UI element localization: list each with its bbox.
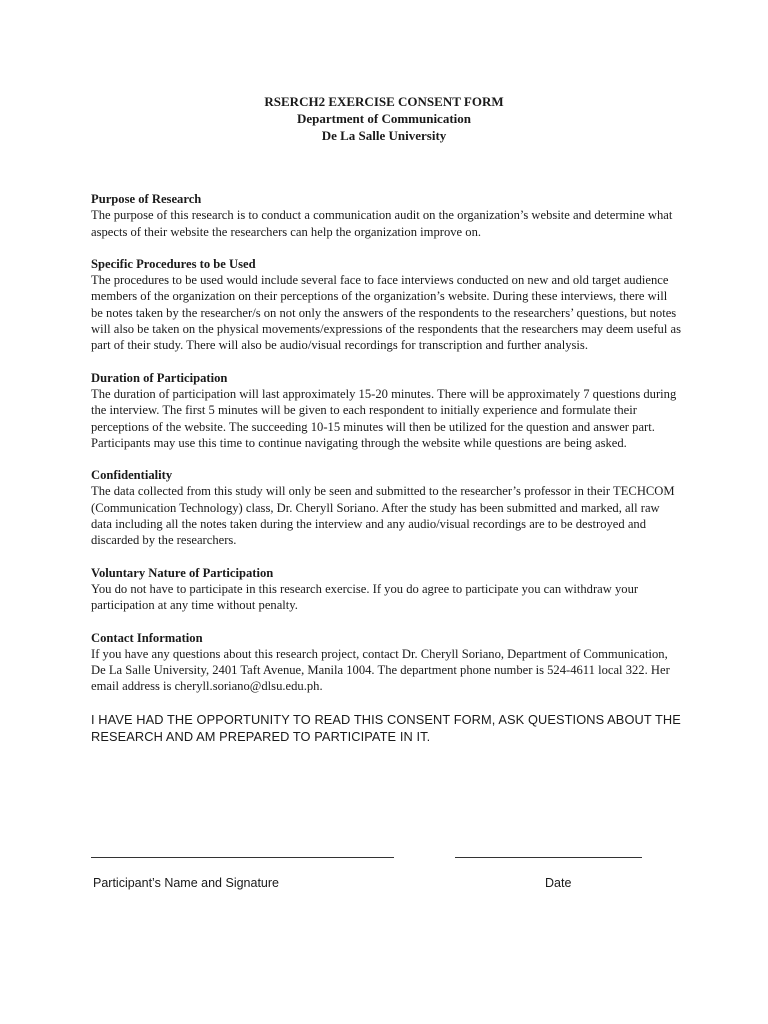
section-contact bbox=[91, 630, 681, 695]
university-name: De La Salle University bbox=[321, 128, 447, 143]
section-procedures bbox=[91, 256, 681, 354]
date-label: Date bbox=[545, 876, 572, 890]
section-purpose bbox=[91, 191, 681, 240]
form-title: RSERCH2 EXERCISE CONSENT FORM bbox=[264, 94, 504, 109]
section-heading: Duration of Participation bbox=[91, 370, 228, 385]
section-heading: Voluntary Nature of Participation bbox=[91, 565, 274, 580]
form-header bbox=[0, 93, 768, 144]
section-voluntary bbox=[91, 565, 681, 614]
section-heading: Confidentiality bbox=[91, 468, 173, 483]
section-text: The procedures to be used would include several face to face interviews conducted on new and old target audience members of the organization on their perceptions of the organization’s website. During these interviews, there will be notes taken by the researcher/s on not only the answers of the respondents to the researchers’ questions, but notes will also be taken on the physical movements/expressions of the respondents that the researchers may deem useful as part of their study. There will also be audio/visual recordings for transcription and further analysis. bbox=[91, 273, 681, 353]
section-heading: Purpose of Research bbox=[91, 192, 202, 206]
agreement-statement: I HAVE HAD THE OPPORTUNITY TO READ THIS CONSENT FORM, ASK QUESTIONS ABOUT THE RESEARCH AND AM PREPARED TO PARTICIPATE IN IT. bbox=[91, 711, 681, 744]
section-heading: Contact Information bbox=[91, 630, 203, 645]
name-signature-label: Participant’s Name and Signature bbox=[93, 876, 279, 890]
name-signature-line[interactable] bbox=[91, 857, 394, 858]
date-signature-line[interactable] bbox=[455, 857, 642, 858]
section-heading: Specific Procedures to be Used bbox=[91, 256, 256, 271]
section-duration bbox=[91, 370, 681, 451]
form-body bbox=[91, 191, 681, 745]
section-text: The data collected from this study will only be seen and submitted to the researcher’s professor in their TECHCOM (Communication Technology) class, Dr. Cheryll Soriano. After the study has been submitted and marked, all raw data including all the notes taken during the interview and any audio/visual recordings are to be destroyed and discarded by the researchers. bbox=[91, 484, 675, 548]
section-text: The purpose of this research is to conduct a communication audit on the organization’s website and determine what aspects of their website the researchers can help the organization improve on. bbox=[91, 208, 673, 239]
section-text: If you have any questions about this research project, contact Dr. Cheryll Soriano, Department of Communication, De La Salle University, 2401 Taft Avenue, Manila 1004. The department phone number is 524-4611 local 322. Her email address is cheryll.soriano@dlsu.edu.ph. bbox=[91, 646, 670, 694]
section-text: The duration of participation will last approximately 15-20 minutes. There will be approximately 7 questions during the interview. The first 5 minutes will be given to each respondent to initially experience and formulate their perceptions of the website. The succeeding 10-15 minutes will then be utilized for the question and answer part. Participants may use this time to continue navigating through the website while questions are being asked. bbox=[91, 386, 677, 450]
department-name: Department of Communication bbox=[296, 111, 472, 126]
section-text: You do not have to participate in this research exercise. If you do agree to participate you can withdraw your participation at any time without penalty. bbox=[91, 581, 639, 613]
section-confidentiality bbox=[91, 467, 681, 548]
